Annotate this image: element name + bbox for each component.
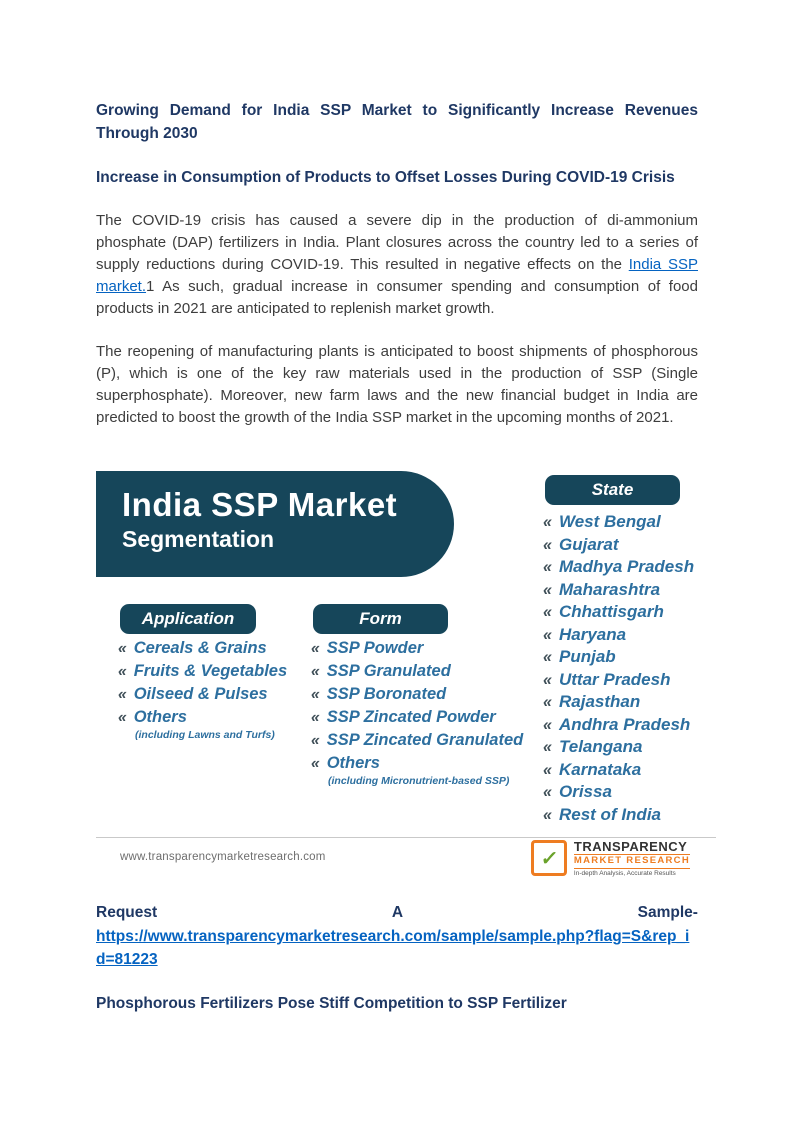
list-item — [543, 579, 694, 602]
list-item — [543, 601, 694, 624]
chevron-bullet-icon: « — [543, 603, 552, 621]
state-list — [543, 511, 694, 826]
list-item — [118, 706, 287, 729]
infographic-subtitle: Segmentation — [122, 526, 275, 552]
chevron-bullet-icon: « — [311, 640, 320, 657]
application-item: Oilseed & Pulses — [133, 685, 268, 703]
tmr-logo — [531, 840, 690, 877]
chevron-bullet-icon: « — [543, 738, 552, 756]
request-word: Sample- — [637, 904, 698, 921]
list-item — [311, 660, 523, 683]
chevron-bullet-icon: « — [311, 732, 320, 749]
form-list — [311, 637, 523, 788]
list-item — [543, 669, 694, 692]
list-item — [543, 511, 694, 534]
list-item — [311, 683, 523, 706]
list-item — [543, 556, 694, 579]
chevron-bullet-icon: « — [543, 670, 552, 689]
sub-heading-phosphorous: Phosphorous Fertilizers Pose Stiff Competition to SSP Fertilizer — [96, 995, 567, 1012]
list-item — [543, 534, 694, 557]
chevron-bullet-icon: « — [543, 535, 552, 554]
state-item: Rajasthan — [558, 692, 641, 711]
chevron-bullet-icon: « — [543, 580, 552, 599]
chevron-bullet-icon: « — [118, 686, 127, 703]
list-item — [543, 646, 694, 669]
paragraph-reopening: The reopening of manufacturing plants is anticipated to boost shipments of phosphorous (P), which is one of the key raw materials used in the production of SSP (Single superphosphate). Moreover, new farm laws and the new financial budget in India are predicted to boost the growth of the India SSP market in the upcoming months of 2021. — [96, 343, 698, 426]
state-item: Haryana — [558, 624, 627, 644]
chevron-bullet-icon: « — [543, 760, 552, 779]
list-item — [311, 729, 523, 752]
chevron-bullet-icon: « — [543, 805, 552, 824]
state-item: Chhattisgarh — [558, 602, 664, 621]
form-others-note: (including Micronutrient-based SSP) — [328, 775, 510, 787]
form-item: SSP Powder — [326, 639, 424, 657]
application-others-note: (including Lawns and Turfs) — [135, 729, 275, 741]
chevron-bullet-icon: « — [311, 686, 320, 703]
main-heading: Growing Demand for India SSP Market to Significantly Increase Revenues Through 2030 — [96, 102, 698, 142]
tmr-logo-mark — [531, 840, 567, 876]
form-item: SSP Zincated Granulated — [326, 731, 524, 749]
infographic-title: India SSP Market — [122, 486, 398, 523]
check-icon: ✓ — [538, 847, 559, 870]
logo-line-2: MARKET RESEARCH — [574, 854, 690, 868]
list-item — [543, 781, 694, 804]
paragraph-covid-pre: The COVID-19 crisis has caused a severe dip in the production of di-ammonium phosphate (DAP) fertilizers in India. Plant closures across the country led to a series of supply reductions during COVID-19. This resulted in negative effects on the — [96, 212, 698, 273]
chevron-bullet-icon: « — [118, 640, 127, 657]
logo-tagline: In-depth Analysis, Accurate Results — [573, 869, 676, 877]
request-word: Request — [96, 904, 158, 921]
state-item: Punjab — [558, 647, 616, 666]
infographic-footer-divider — [96, 837, 716, 838]
list-item — [311, 752, 523, 775]
chevron-bullet-icon: « — [311, 709, 320, 726]
form-item: SSP Zincated Powder — [326, 708, 496, 726]
request-sample-heading — [96, 901, 698, 924]
chevron-bullet-icon: « — [543, 693, 552, 711]
website-url: www.transparencymarketresearch.com — [120, 851, 326, 863]
list-item — [543, 624, 694, 647]
state-item: Telangana — [558, 737, 643, 756]
chevron-bullet-icon: « — [543, 513, 552, 531]
state-item: Gujarat — [558, 534, 619, 554]
infographic-title-banner — [96, 471, 454, 577]
chevron-bullet-icon: « — [543, 625, 552, 644]
state-item: West Bengal — [558, 512, 661, 531]
state-header: State — [545, 475, 680, 505]
application-list — [118, 637, 287, 742]
state-item: Andhra Pradesh — [558, 714, 691, 734]
list-item — [543, 759, 694, 782]
form-header: Form — [313, 604, 448, 634]
application-header: Application — [120, 604, 256, 634]
logo-line-1: TRANSPARENCY — [573, 839, 688, 854]
form-item: SSP Boronated — [326, 685, 447, 703]
list-item — [118, 660, 287, 683]
form-item: Others — [326, 754, 380, 772]
sample-request-link[interactable]: https://www.transparencymarketresearch.com/sample/sample.php?flag=S&rep_id=81223 — [96, 928, 690, 968]
paragraph-covid-post: 1 As such, gradual increase in consumer spending and consumption of food products in 2021 are anticipated to replenish market growth. — [96, 278, 698, 317]
state-item: Karnataka — [558, 759, 642, 779]
chevron-bullet-icon: « — [543, 558, 552, 576]
list-item — [543, 804, 694, 827]
list-item — [118, 683, 287, 706]
chevron-bullet-icon: « — [118, 709, 127, 726]
application-item: Fruits & Vegetables — [133, 662, 288, 680]
application-item: Others — [133, 708, 187, 726]
chevron-bullet-icon: « — [543, 783, 552, 801]
state-item: Madhya Pradesh — [558, 557, 695, 576]
state-item: Uttar Pradesh — [558, 669, 671, 689]
chevron-bullet-icon: « — [543, 648, 552, 666]
list-item — [543, 691, 694, 714]
segmentation-infographic — [96, 471, 716, 877]
list-item — [543, 714, 694, 737]
chevron-bullet-icon: « — [543, 715, 552, 734]
chevron-bullet-icon: « — [311, 663, 320, 680]
chevron-bullet-icon: « — [311, 755, 320, 772]
list-item — [118, 637, 287, 660]
list-item — [311, 637, 523, 660]
sub-heading-covid: Increase in Consumption of Products to Offset Losses During COVID-19 Crisis — [96, 169, 675, 186]
paragraph-covid — [96, 210, 698, 320]
application-item: Cereals & Grains — [133, 639, 267, 657]
state-item: Maharashtra — [558, 579, 661, 599]
list-item — [311, 706, 523, 729]
chevron-bullet-icon: « — [118, 663, 127, 680]
form-item: SSP Granulated — [326, 662, 451, 680]
india-ssp-market-link[interactable]: India SSP market. — [96, 256, 698, 295]
state-item: Orissa — [558, 782, 612, 801]
request-word: A — [391, 904, 404, 921]
tmr-logo-text — [574, 840, 690, 877]
state-item: Rest of India — [558, 804, 661, 824]
list-item — [543, 736, 694, 759]
